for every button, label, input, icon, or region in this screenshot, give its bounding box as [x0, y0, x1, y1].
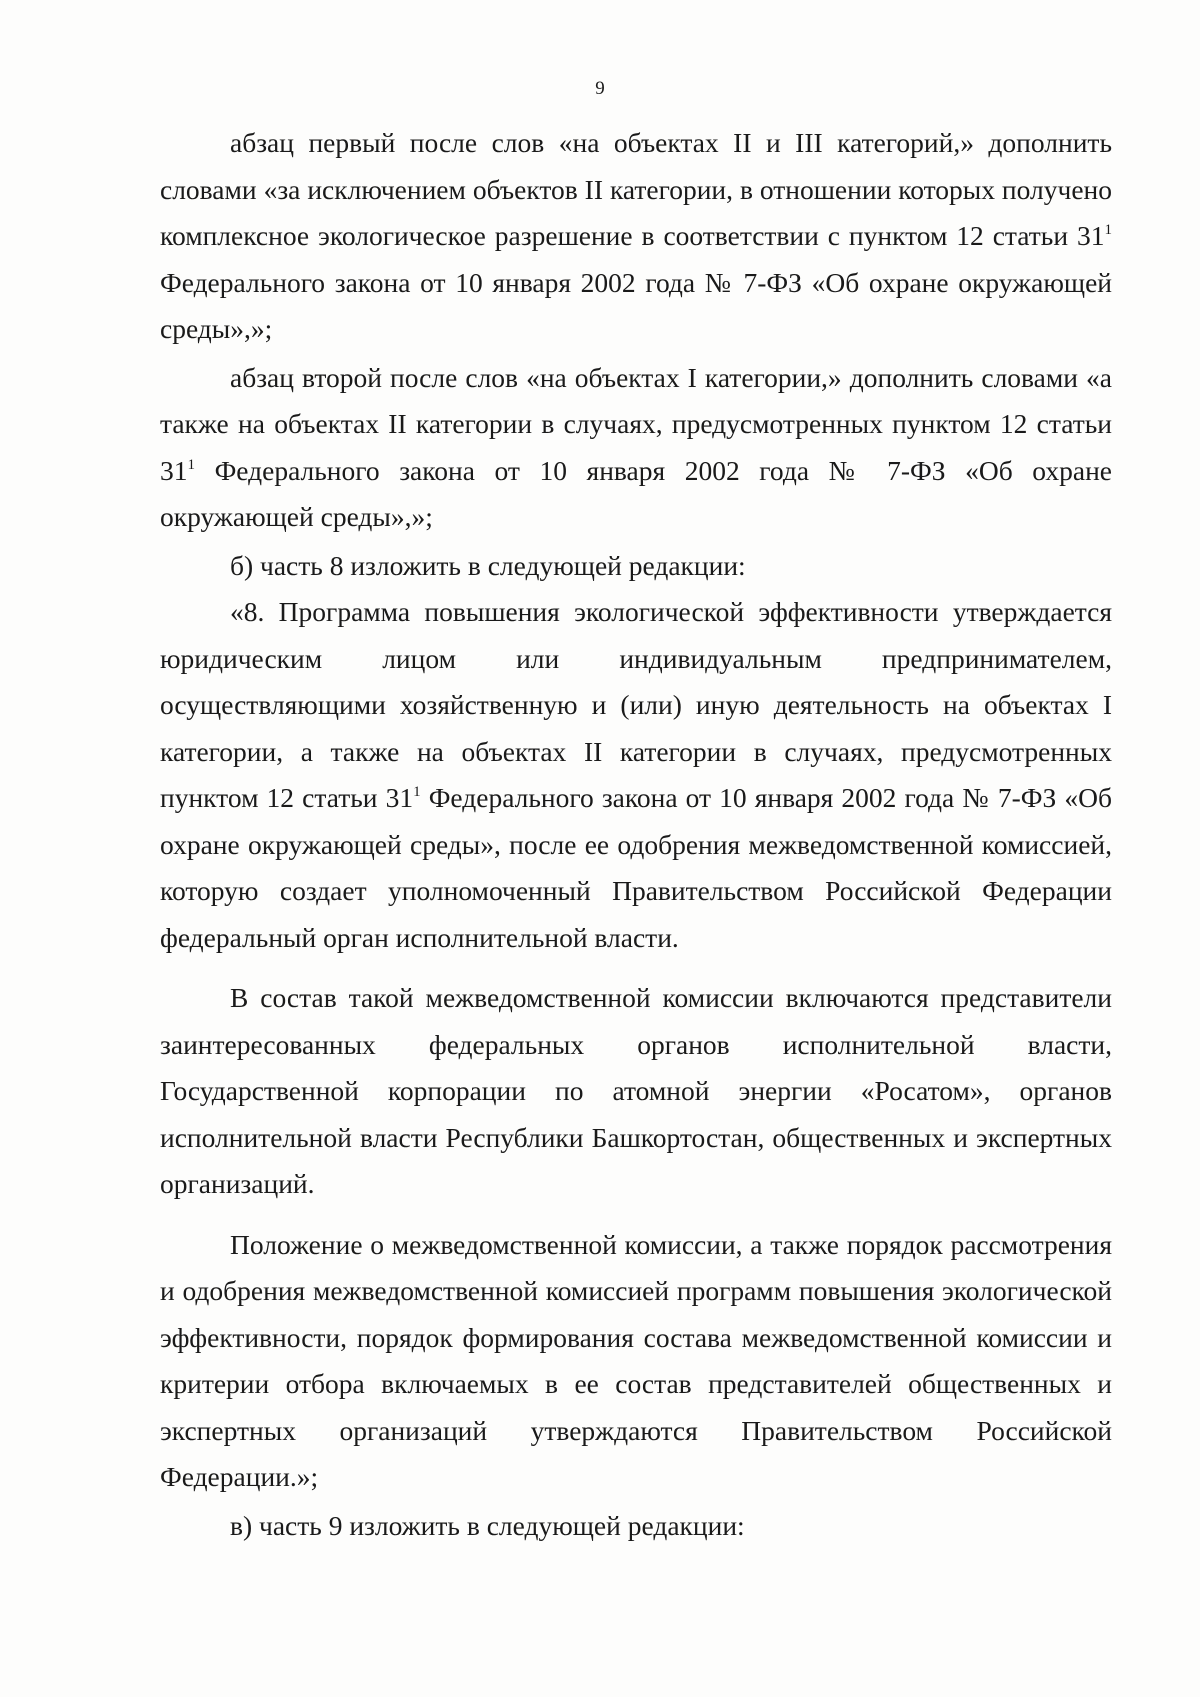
superscript-article-number: 1: [187, 456, 195, 473]
paragraph-commission-regulation: Положение о межведомственной комиссии, а также порядок рассмотрения и одобрения межведомственной комиссией программ повышения экологической эффективности, порядок формирования состава межведомственной комиссии и критерии отбора включаемых в ее состав представителей общественных и экспертных организаций утверждаются Правительством Российской Федерации.»;: [160, 1228, 1112, 1492]
paragraph-amend-second-abzac: [160, 355, 1112, 541]
paragraph-item-b: б) часть 8 изложить в следующей редакции:: [230, 549, 746, 581]
paragraph-part-8: [160, 589, 1112, 961]
paragraph-amend-first-abzac: [160, 120, 1112, 353]
paragraph-text: Федерального закона от 10 января 2002 года № 7-ФЗ «Об охране окружающей среды»,»;: [160, 266, 1112, 344]
paragraph-text: абзац второй после слов «на объектах I категории,» дополнить словами «а также на объектах II категории в случаях, предусмотренных пунктом 12 статьи 31: [160, 361, 1112, 486]
paragraph-text: Федерального закона от 10 января 2002 года № 7-ФЗ «Об охране окружающей среды»,»;: [160, 454, 1112, 532]
paragraph-text: абзац первый после слов «на объектах II и III категорий,» дополнить словами «за исключением объектов II категории, в отношении которых получено комплексное экологическое разрешение в соответствии с пунктом 12 статьи 31: [160, 127, 1112, 251]
superscript-article-number: 1: [413, 784, 421, 800]
superscript-article-number: 1: [1104, 222, 1112, 238]
paragraph-text: Федерального закона от 10 января 2002 года № 7-ФЗ «Об охране окружающей среды», после ее одобрения межведомственной комиссией, которую создает уполномоченный Правительством Российской Федерации федеральный орган исполнительной власти.: [160, 782, 1113, 953]
paragraph-item-v: в) часть 9 изложить в следующей редакции:: [230, 1509, 745, 1541]
page-number: 9: [595, 78, 605, 99]
paragraph-commission-composition: В состав такой межведомственной комиссии включаются представители заинтересованных федеральных органов исполнительной власти, Государственной корпорации по атомной энергии «Росатом», органов исполнительной власти Республики Башкортостан, общественных и экспертных организаций.: [160, 982, 1112, 1199]
paragraph-text: «8. Программа повышения экологической эффективности утверждается юридическим лицом или индивидуальным предпринимателем, осуществляющими хозяйственную и (или) иную деятельность на объектах I категории, а также на объектах II категории в случаях, предусмотренных пунктом 12 статьи 31: [160, 596, 1112, 813]
document-body: [160, 120, 1112, 1549]
